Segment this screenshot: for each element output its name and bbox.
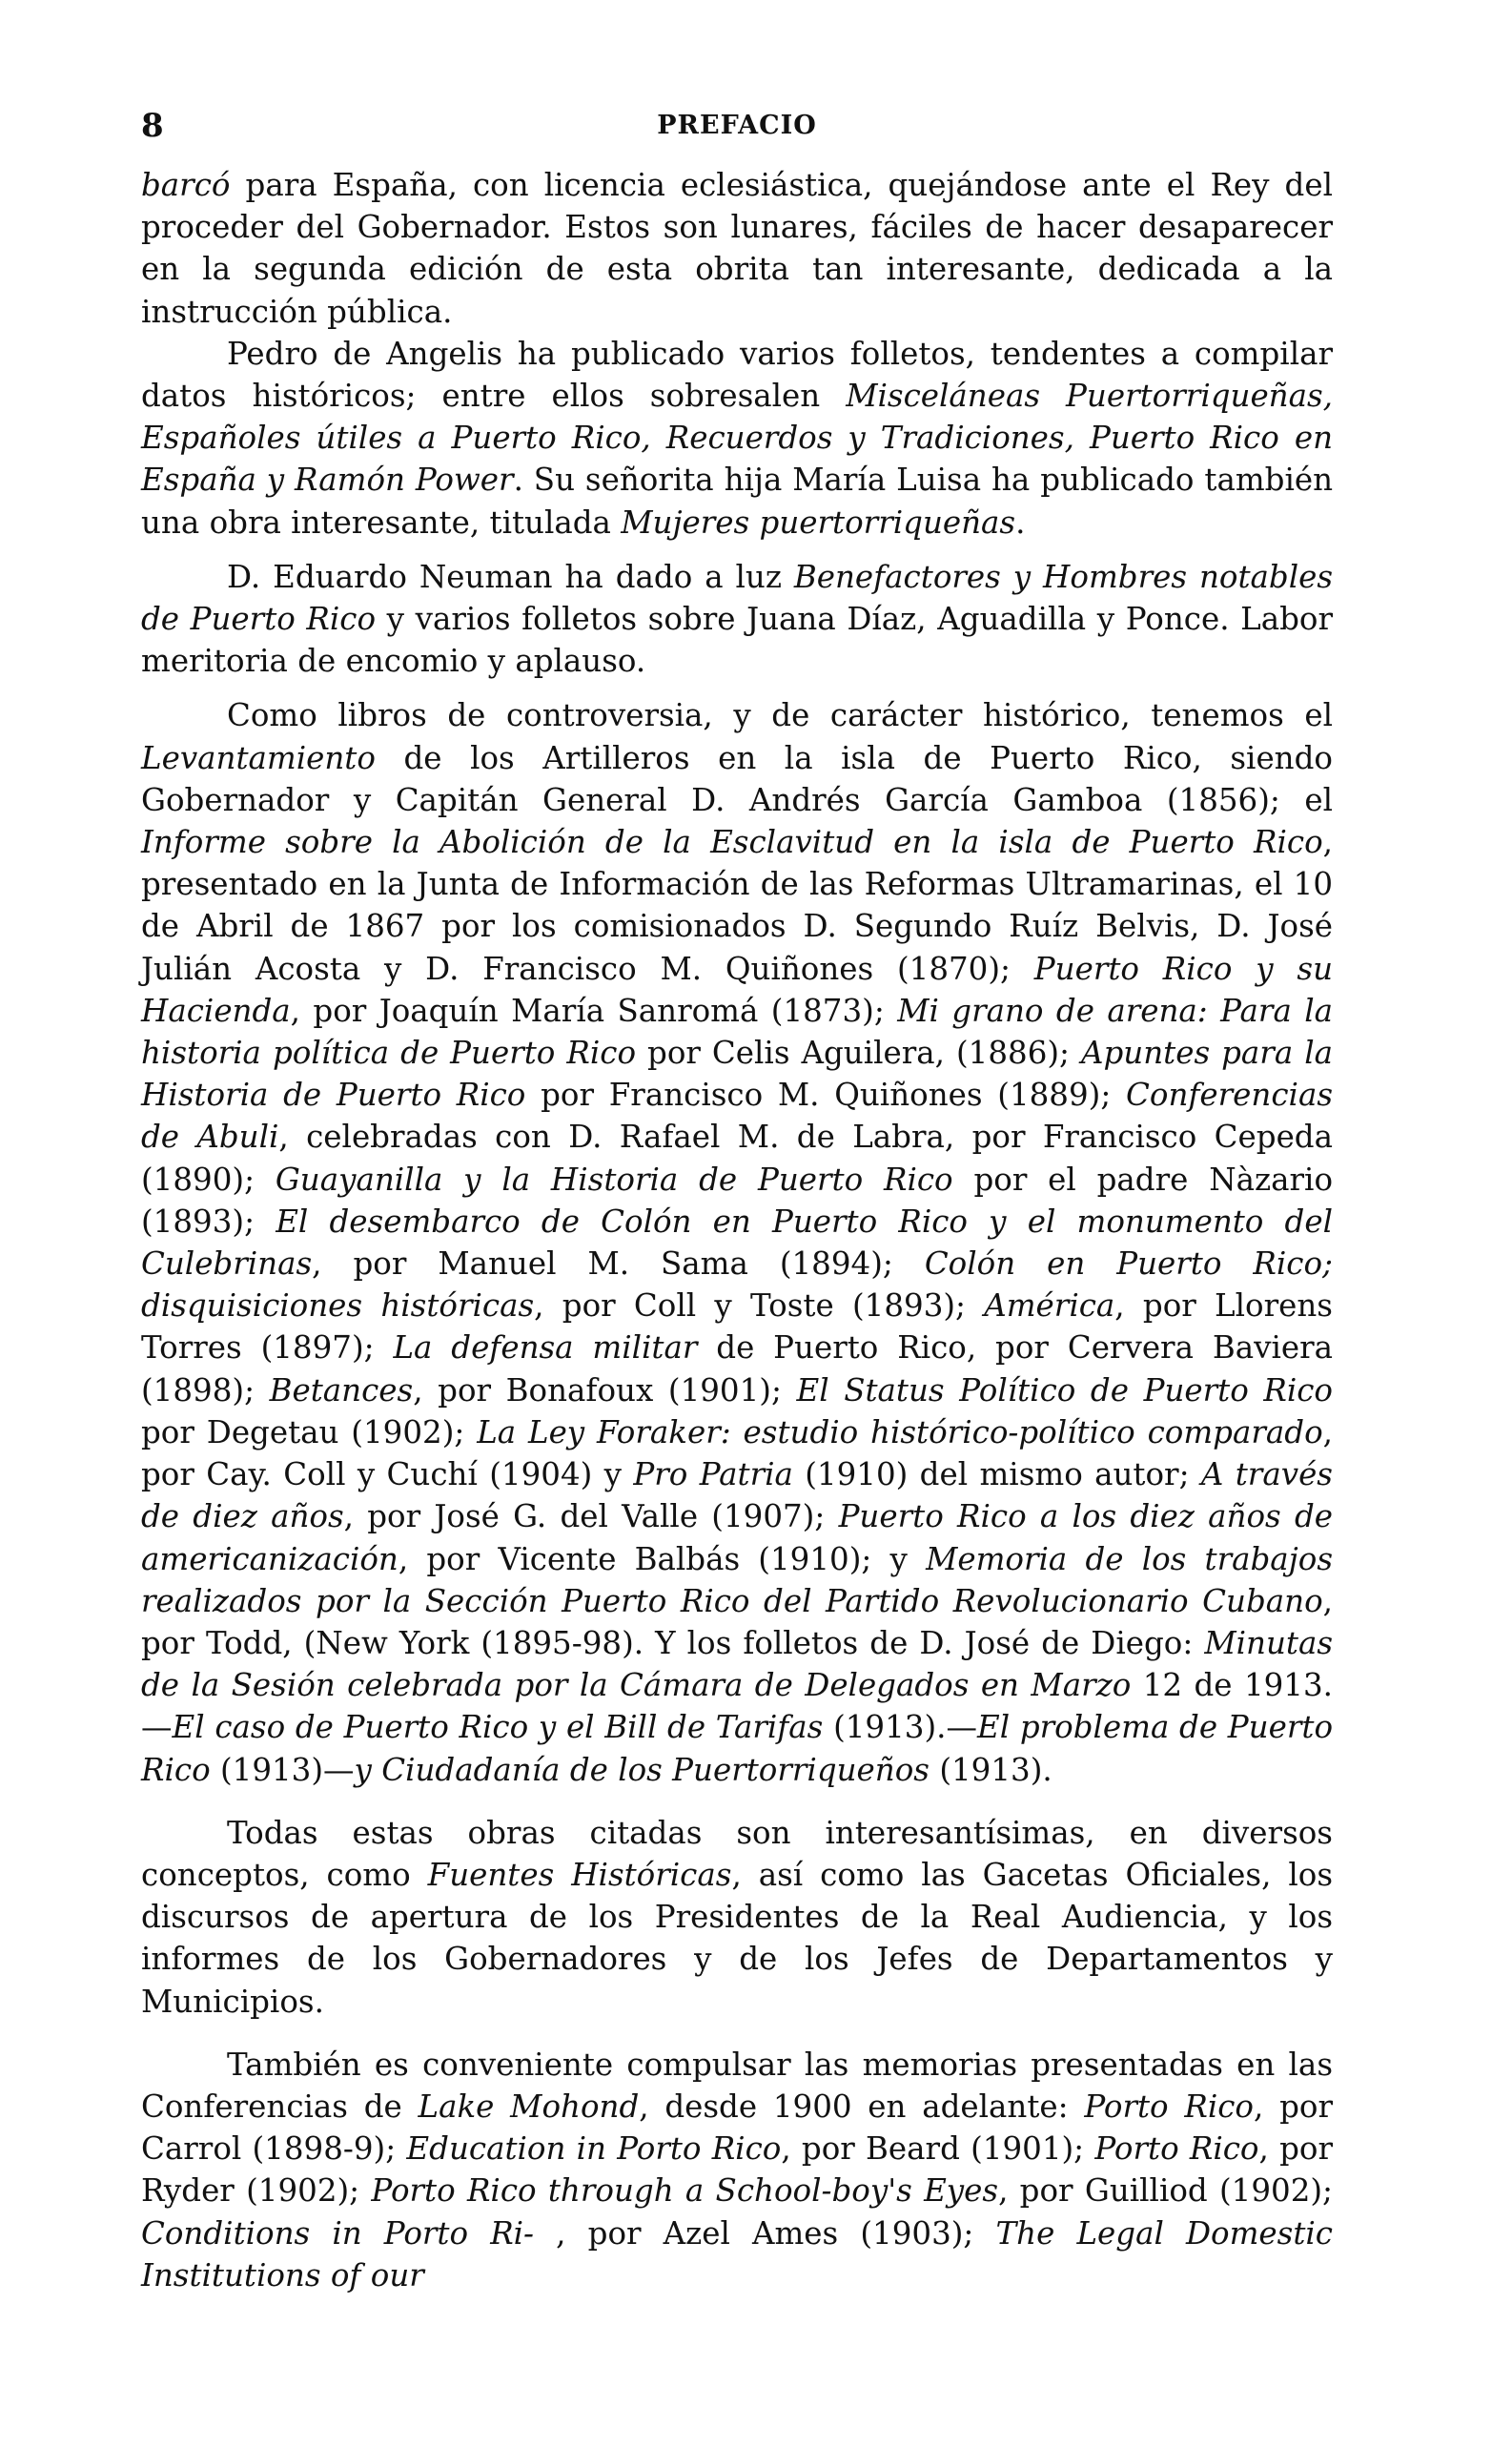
paragraph-3 bbox=[141, 556, 1333, 683]
italic-title: Conferencias de Abuli bbox=[141, 1077, 1333, 1156]
running-head: PREFACIO bbox=[657, 111, 817, 140]
text-run: de los Artilleros en la isla de Puerto Rico, siendo Gobernador y Capitán General D. Andrés García Gamboa (1856); el bbox=[141, 739, 1333, 818]
italic-title: barcó bbox=[141, 167, 231, 203]
italic-title: Minutas de la Sesión celebrada por la Cámara de Delegados en Marzo bbox=[141, 1624, 1333, 1704]
italic-title: Puerto Rico y su Hacienda bbox=[141, 950, 1333, 1029]
italic-title: Pro Patria bbox=[633, 1456, 793, 1493]
italic-title: Informe sobre la Abolición de la Esclavitud en la isla de Puerto Rico bbox=[141, 824, 1323, 861]
italic-title: Lake Mohond bbox=[418, 2088, 640, 2125]
text-run: , por Llorens Torres (1897); bbox=[141, 1287, 1333, 1367]
text-run: . Su señorita hija María Luisa ha publicado también una obra interesante, titulada bbox=[141, 462, 1334, 541]
italic-title: Betances bbox=[269, 1371, 414, 1409]
text-run: por Celis Aguilera, (1886); bbox=[636, 1035, 1082, 1072]
italic-title: The Legal Domestic Institutions of our bbox=[141, 2214, 1334, 2294]
text-run: y varios folletos sobre Juana Díaz, Aguadilla y Ponce. Labor meritoria de encomio y aplauso. bbox=[141, 601, 1334, 680]
text-run: , celebradas con D. Rafael M. de Labra, por Francisco Cepeda (1890); bbox=[141, 1119, 1333, 1198]
text-run: , por Joaquín María Sanromá (1873); bbox=[290, 992, 898, 1029]
body-text bbox=[141, 164, 1333, 2296]
italic-title: Mi grano de arena: Para la historia política de Puerto Rico bbox=[141, 992, 1333, 1072]
page-number: 8 bbox=[141, 107, 164, 145]
italic-title: El caso de Puerto Rico y el Bill de Tarifas bbox=[172, 1709, 824, 1746]
text-run: de Puerto Rico, por Cervera Baviera (1898); bbox=[141, 1329, 1333, 1409]
italic-title: La defensa militar bbox=[393, 1329, 698, 1367]
italic-title: Fuentes Históricas bbox=[427, 1856, 732, 1893]
italic-title: El desembarco de Colón en Puerto Rico y el monumento del Culebrinas bbox=[141, 1203, 1333, 1283]
italic-title: y Ciudadanía de los Puertorriqueños bbox=[354, 1751, 930, 1788]
text-run: , por Bonafoux (1901); bbox=[413, 1371, 797, 1409]
text-run: (1913).— bbox=[823, 1709, 977, 1746]
paragraph-6 bbox=[141, 2044, 1333, 2296]
text-run: , desde 1900 en adelante: bbox=[639, 2088, 1085, 2125]
italic-title: Mujeres puertorriqueñas bbox=[621, 504, 1016, 541]
text-run: (1913)— bbox=[210, 1751, 355, 1788]
text-run: , por Todd, (New York (1895-98). Y los folletos de D. José de Diego: bbox=[141, 1582, 1333, 1661]
text-run: , por Beard (1901); bbox=[781, 2130, 1095, 2168]
text-run: D. Eduardo Neuman ha dado a luz bbox=[227, 558, 794, 595]
italic-title: Misceláneas Puertorriqueñas, Españoles útiles a Puerto Rico, Recuerdos y Tradiciones, Puerto Rico en España y Ramón Power bbox=[141, 378, 1333, 499]
italic-title: Benefactores y Hombres notables de Puerto Rico bbox=[141, 558, 1334, 638]
text-run: para España, con licencia eclesiástica, quejándose ante el Rey del proceder del Gobernador. Estos son lunares, fáciles de hacer desaparecer en la segunda edición de esta obrita tan interesante, dedicada a la instrucción pública. bbox=[141, 167, 1333, 330]
text-run: , por Carrol (1898-9); bbox=[141, 2088, 1333, 2168]
text-run: , por Guilliod (1902); bbox=[998, 2172, 1333, 2210]
page-header bbox=[141, 107, 1333, 153]
text-run: , por Ryder (1902); bbox=[141, 2130, 1333, 2210]
text-run: , por Vicente Balbás (1910); y bbox=[398, 1540, 927, 1577]
text-run: Pedro de Angelis ha publicado varios folletos, tendentes a compilar datos históricos; entre ellos sobresalen bbox=[141, 335, 1333, 415]
italic-title: El problema de Puerto Rico bbox=[141, 1709, 1334, 1788]
italic-title: La Ley Foraker: estudio histórico-político comparado bbox=[477, 1413, 1323, 1450]
text-run: (1913). bbox=[929, 1751, 1052, 1788]
italic-title: Puerto Rico a los diez años de americanización bbox=[141, 1498, 1334, 1577]
paragraph-4 bbox=[141, 694, 1333, 1790]
italic-title: A través de diez años bbox=[141, 1456, 1333, 1535]
italic-title: Porto Rico through a School-boy's Eyes bbox=[371, 2172, 999, 2210]
text-run: , así como las Gacetas Oficiales, los discursos de apertura de los Presidentes de la Real Audiencia, y los informes de los Gobernadores y de los Jefes de Departamentos y Municipios. bbox=[141, 1856, 1334, 2020]
paragraph-1 bbox=[141, 164, 1333, 333]
text-run: por Francisco M. Quiñones (1889); bbox=[525, 1077, 1127, 1114]
italic-title: El Status Político de Puerto Rico bbox=[796, 1371, 1333, 1409]
text-run: por Degetau (1902); bbox=[141, 1413, 478, 1450]
text-run: , presentado en la Junta de Información de las Reformas Ultramarinas, el 10 de Abril de 1867 por los comisionados D. Segundo Ruíz Belvis, D. José Julián Acosta y D. Francisco M. Quiñones (1870); bbox=[141, 824, 1333, 987]
text-run: , por Azel Ames (1903); bbox=[534, 2214, 996, 2252]
italic-title: Porto Rico bbox=[1094, 2130, 1259, 2168]
text-run: También es conveniente compulsar las memorias presentadas en las Conferencias de bbox=[141, 2046, 1333, 2125]
italic-title: Memoria de los trabajos realizados por la Sección Puerto Rico del Partido Revolucionario Cubano bbox=[141, 1540, 1333, 1619]
text-run: , por José G. del Valle (1907); bbox=[343, 1498, 839, 1535]
text-run: . bbox=[1015, 504, 1026, 541]
italic-title: Education in Porto Rico bbox=[406, 2130, 782, 2168]
text-run: por el padre Nàzario (1893); bbox=[141, 1161, 1334, 1240]
paragraph-5 bbox=[141, 1812, 1333, 2023]
italic-title: América bbox=[984, 1287, 1115, 1325]
text-run: , por Coll y Toste (1893); bbox=[534, 1287, 985, 1325]
italic-title: Levantamiento bbox=[141, 739, 376, 776]
italic-title: Guayanilla y la Historia de Puerto Rico bbox=[275, 1161, 953, 1198]
text-run: 12 de 1913.— bbox=[141, 1667, 1333, 1746]
text-run: Como libros de controversia, y de carácter histórico, tenemos el bbox=[227, 697, 1333, 734]
text-run: , por Cay. Coll y Cuchí (1904) y bbox=[141, 1413, 1333, 1493]
text-run: , por Manuel M. Sama (1894); bbox=[312, 1245, 925, 1283]
italic-title: Apuntes para la Historia de Puerto Rico bbox=[141, 1035, 1333, 1114]
italic-title: Porto Rico bbox=[1084, 2088, 1254, 2125]
italic-title: Conditions in Porto Ri- bbox=[141, 2214, 535, 2252]
paragraph-2 bbox=[141, 333, 1333, 544]
text-run: (1910) del mismo autor; bbox=[792, 1456, 1201, 1493]
italic-title: Colón en Puerto Rico; disquisiciones históricas bbox=[141, 1245, 1333, 1325]
text-run: Todas estas obras citadas son interesantísimas, en diversos conceptos, como bbox=[141, 1814, 1333, 1893]
